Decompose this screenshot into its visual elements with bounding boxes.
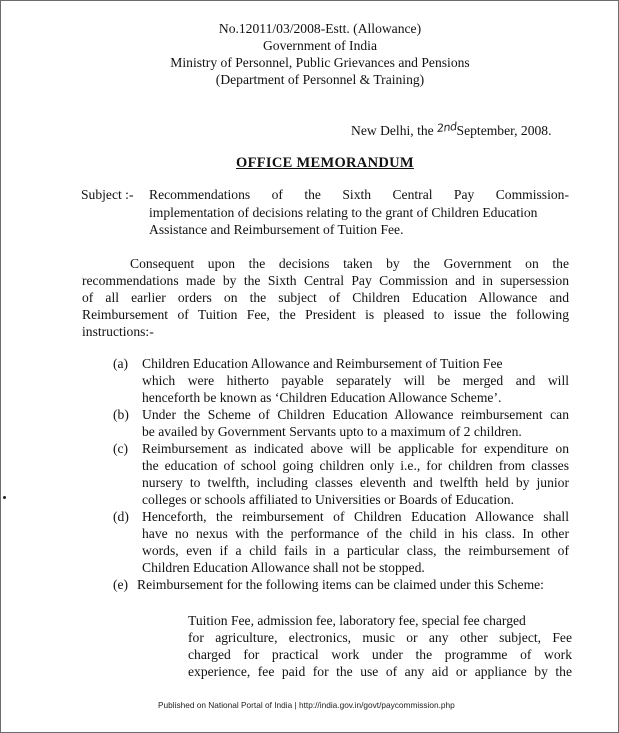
item-a-line: which were hitherto payable separately will be merged and will xyxy=(142,373,569,388)
subject-line-1: Recommendations of the Sixth Central Pay Commission- xyxy=(149,187,569,202)
fee-line: charged for practical work under the programme of work xyxy=(188,647,572,662)
item-e-text: Reimbursement for the following items can be claimed under this Scheme: xyxy=(137,577,544,592)
date-suffix: September, 2008. xyxy=(456,123,552,138)
item-d-line: Children Education Allowance shall not be stopped. xyxy=(142,560,425,575)
item-a-line: henceforth be known as ‘Children Education Allowance Scheme’. xyxy=(142,390,502,405)
department-line: (Department of Personnel & Training) xyxy=(215,72,425,87)
government-line: Government of India xyxy=(262,38,377,53)
item-d-line: have no nexus with the performance of the child in his class. In other xyxy=(142,526,569,541)
fee-line: Tuition Fee, admission fee, laboratory fee, special fee charged xyxy=(188,613,526,628)
date-line xyxy=(351,119,552,139)
scan-speck xyxy=(3,496,6,499)
reference-number: No.12011/03/2008-Estt. (Allowance) xyxy=(218,21,422,36)
subject-line-3: Assistance and Reimbursement of Tuition Fee. xyxy=(149,222,404,237)
subject-label: Subject :- xyxy=(81,187,134,202)
item-d-label: (d) xyxy=(113,509,129,524)
footer-source: Published on National Portal of India | http://india.gov.in/govt/paycommission.php xyxy=(158,700,455,710)
item-c-line: Reimbursement as indicated above will be applicable for expenditure on xyxy=(142,441,569,456)
item-d-line: words, even if a child fails in a particular class, the reimbursement of xyxy=(142,543,569,558)
item-b-line: Under the Scheme of Children Education Allowance reimbursement can xyxy=(142,407,569,422)
item-b-line: be availed by Government Servants upto to a maximum of 2 children. xyxy=(142,424,522,439)
handwritten-day: 2nd xyxy=(436,120,458,135)
item-c-line: the education of school going children only i.e., for children from classes xyxy=(142,458,569,473)
item-d-line: Henceforth, the reimbursement of Children Education Allowance shall xyxy=(142,509,569,524)
item-c-line: colleges or schools affiliated to Universities or Boards of Education. xyxy=(142,492,514,507)
memo-title: OFFICE MEMORANDUM xyxy=(236,155,414,171)
intro-line: of all earlier orders on the subject of Children Education Allowance and xyxy=(82,290,569,305)
date-prefix: New Delhi, the xyxy=(351,123,434,138)
fee-line: for agriculture, electronics, music or any other subject, Fee xyxy=(188,630,572,645)
intro-line: instructions:- xyxy=(82,324,154,339)
intro-line: recommendations made by the Sixth Central Pay Commission and in supersession xyxy=(82,273,569,288)
fee-line: experience, fee paid for the use of any aid or appliance by the xyxy=(188,664,572,679)
intro-line: Reimbursement of Tuition Fee, the President is pleased to issue the following xyxy=(82,307,569,322)
item-a-label: (a) xyxy=(113,356,129,371)
item-c-label: (c) xyxy=(113,441,129,456)
ministry-line: Ministry of Personnel, Public Grievances and Pensions xyxy=(170,55,470,70)
item-a-line: Children Education Allowance and Reimbursement of Tuition Fee xyxy=(142,356,503,371)
item-e-label: (e) xyxy=(113,577,129,592)
subject-line-2: implementation of decisions relating to the grant of Children Education xyxy=(149,205,538,220)
item-b-label: (b) xyxy=(113,407,129,422)
intro-line: Consequent upon the decisions taken by the Government on the xyxy=(130,256,569,271)
item-c-line: nursery to twelfth, including classes eleventh and twelfth held by junior xyxy=(142,475,569,490)
